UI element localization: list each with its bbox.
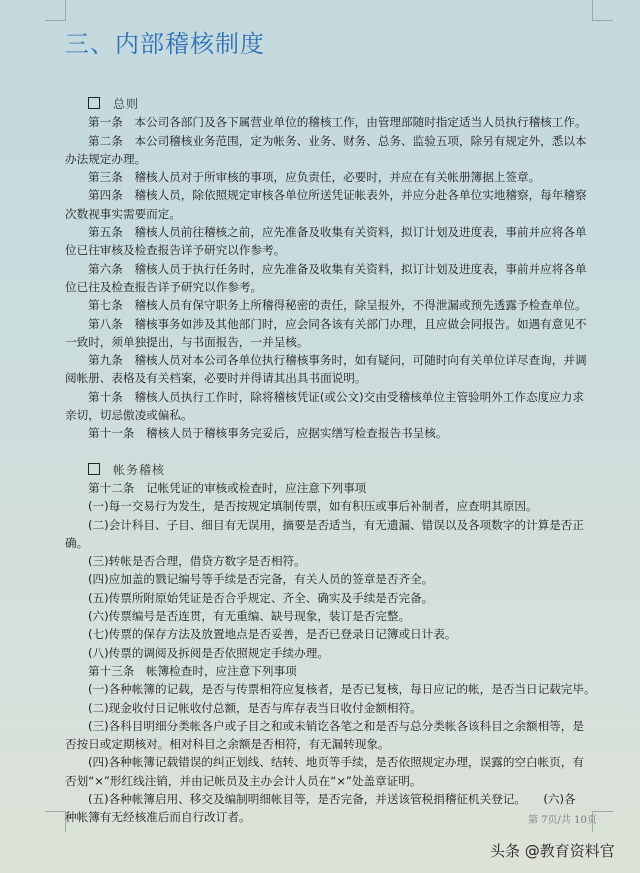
page-title: 三、内部稽核制度 — [65, 30, 265, 58]
paragraph-line: 位已往及检查报告详予研究以作参考。 — [65, 279, 263, 294]
paragraph-line: (三)转帐是否合理，借贷方数字是否相符。 — [88, 554, 306, 569]
section-heading — [65, 461, 595, 479]
paragraph-line: (一)每一交易行为发生，是否按规定填制传票，如有积压或事后补制者，应查明其原因。 — [88, 499, 538, 514]
paragraph — [65, 186, 595, 223]
paragraph — [65, 552, 595, 570]
paragraph-line: 第十一条 稽核人员于稽核事务完妥后，应据实缮写检查报告书呈核。 — [88, 426, 448, 441]
section-gap — [65, 443, 595, 461]
paragraph — [65, 388, 595, 425]
paragraph — [65, 607, 595, 625]
paragraph-line: 第六条 稽核人员于执行任务时，应先准备及收集有关资料，拟订计划及进度表，事前并应将各单 — [88, 261, 587, 276]
paragraph-line: 第十二条 记帐凭证的审核或检查时，应注意下列事项 — [88, 480, 367, 495]
document-body — [65, 95, 595, 827]
paragraph-line: (七)传票的保存方法及放置地点是否妥善，是否已登录日记簿或日计表。 — [88, 627, 457, 642]
paragraph-line: 第四条 稽核人员，除依照规定审核各单位所送凭证帐表外，并应分赴各单位实地稽察，每年稽察 — [88, 188, 587, 203]
paragraph — [65, 625, 595, 643]
paragraph — [65, 589, 595, 607]
corner-mark-top-right — [592, 0, 613, 21]
section-heading-text: 帐务稽核 — [113, 462, 166, 477]
paragraph-line: 否按日或定期核对。相对科目之余额是否相符，有无漏转现象。 — [65, 737, 390, 752]
paragraph-line: (四)各种帐簿记载错误的纠正划线、结转、地页等手续，是否依照规定办理，误露的空白帐页，有 — [88, 755, 584, 770]
paragraph-line: (四)应加盖的戮记编号等手续是否完备，有关人员的签章是否齐全。 — [88, 572, 434, 587]
paragraph-line: 第五条 稽核人员前往稽核之前，应先准备及收集有关资料，拟订计划及进度表，事前并应将各单 — [88, 225, 587, 240]
paragraph-line: (八)传票的调阅及拆阅是否依照规定手续办理。 — [88, 645, 329, 660]
paragraph-line: 阅帐册、表格及有关档案，必要时并得请其出具书面说明。 — [65, 371, 367, 386]
paragraph-line: (三)各科目明细分类帐各户或子目之和或未销讫各笔之和是否与总分类帐各该科目之余额相等，是 — [88, 718, 584, 733]
section-heading — [65, 95, 595, 113]
paragraph-line: (一)各种帐簿的记载，是否与传票相符应复核者，是否已复核，每日应记的帐，是否当日记载完毕。 — [88, 682, 596, 697]
corner-mark-top-left — [45, 0, 66, 21]
paragraph-line: (五)传票所附原始凭证是否合乎规定、齐全、确实及手续是否完备。 — [88, 590, 434, 605]
checkbox-bullet-icon — [88, 463, 100, 475]
paragraph — [65, 662, 595, 680]
paragraph — [65, 717, 595, 754]
paragraph — [65, 479, 595, 497]
paragraph-line: (二)会计科目、子目、细目有无误用，摘要是否适当，有无遗漏、错误以及各项数字的计算是否正 — [88, 517, 584, 532]
paragraph-line: 第十条 稽核人员执行工作时，除将稽核凭证(或公文)交由受稽核单位主管验明外工作态度应力求 — [88, 389, 584, 404]
paragraph — [65, 296, 595, 314]
paragraph-line: 第二条 本公司稽核业务范围，定为帐务、业务、财务、总务、监验五项，除另有规定外，悉以本 — [88, 133, 587, 148]
paragraph-line: 位已往审核及检查报告详予研究以作参考。 — [65, 243, 286, 258]
paragraph-line: 第一条 本公司各部门及各下属营业单位的稽核工作，由管理部随时指定适当人员执行稽核工作。 — [88, 115, 587, 130]
watermark: 头条 @教育资料官 — [490, 842, 615, 860]
paragraph-line: 第九条 稽核人员对本公司各单位执行稽核事务时，如有疑问，可随时向有关单位详尽查询，并调 — [88, 353, 587, 368]
paragraph-line: 确。 — [65, 535, 89, 550]
paragraph-line: 种帐簿有无经核准后而自行改订者。 — [65, 810, 251, 825]
paragraph — [65, 680, 595, 698]
section-heading-text: 总则 — [113, 97, 140, 111]
paragraph-line: 第十三条 帐簿检查时，应注意下列事项 — [88, 663, 297, 678]
paragraph — [65, 113, 595, 131]
paragraph — [65, 644, 595, 662]
paragraph — [65, 260, 595, 297]
paragraph — [65, 168, 595, 186]
paragraph — [65, 790, 595, 827]
paragraph — [65, 132, 595, 169]
paragraph-line: (五)各种帐簿启用、移交及编制明细帐目等，是否完备，并送该管税捐稽征机关登记。 (六)各 — [88, 791, 576, 806]
paragraph-line: 一致时，须单独提出，与书面报告，一并呈核。 — [65, 334, 309, 349]
paragraph — [65, 570, 595, 588]
paragraph-line: 第七条 稽核人员有保守职务上所稽得秘密的责任，除呈报外，不得泄漏或预先透露予检查单位。 — [88, 298, 587, 313]
checkbox-bullet-icon — [88, 97, 100, 109]
paragraph-line: 亲切，切忌傲凌或偏私。 — [65, 408, 193, 423]
paragraph-line: 第三条 稽核人员对于所审核的事项，应负责任，必要时，并应在有关帐册簿据上签章。 — [88, 170, 541, 185]
paragraph — [65, 223, 595, 260]
paragraph-line: (六)传票编号是否连贯，有无重编、缺号现象，装订是否完整。 — [88, 609, 411, 624]
paragraph — [65, 351, 595, 388]
paragraph — [65, 315, 595, 352]
paragraph-line: 否划“×”形红线注销，并由记帐员及主办会计人员在“×”处盖章证明。 — [65, 773, 422, 788]
paragraph-line: 第八条 稽核事务如涉及其他部门时，应会同各该有关部门办理，且应做会同报告。如遇有意见不 — [88, 316, 587, 331]
paragraph — [65, 699, 595, 717]
paragraph — [65, 497, 595, 515]
paragraph — [65, 516, 595, 553]
corner-mark-bottom-left — [45, 811, 66, 832]
paragraph-line: 次数视事实需要而定。 — [65, 206, 181, 221]
paragraph-line: 办法规定办理。 — [65, 151, 147, 166]
paragraph — [65, 424, 595, 442]
page-number: 第 7页/共 10页 — [528, 815, 597, 826]
paragraph — [65, 753, 595, 790]
paragraph-line: (二)现金收付日记帐收付总额，是否与库存表当日收付金额相符。 — [88, 700, 422, 715]
